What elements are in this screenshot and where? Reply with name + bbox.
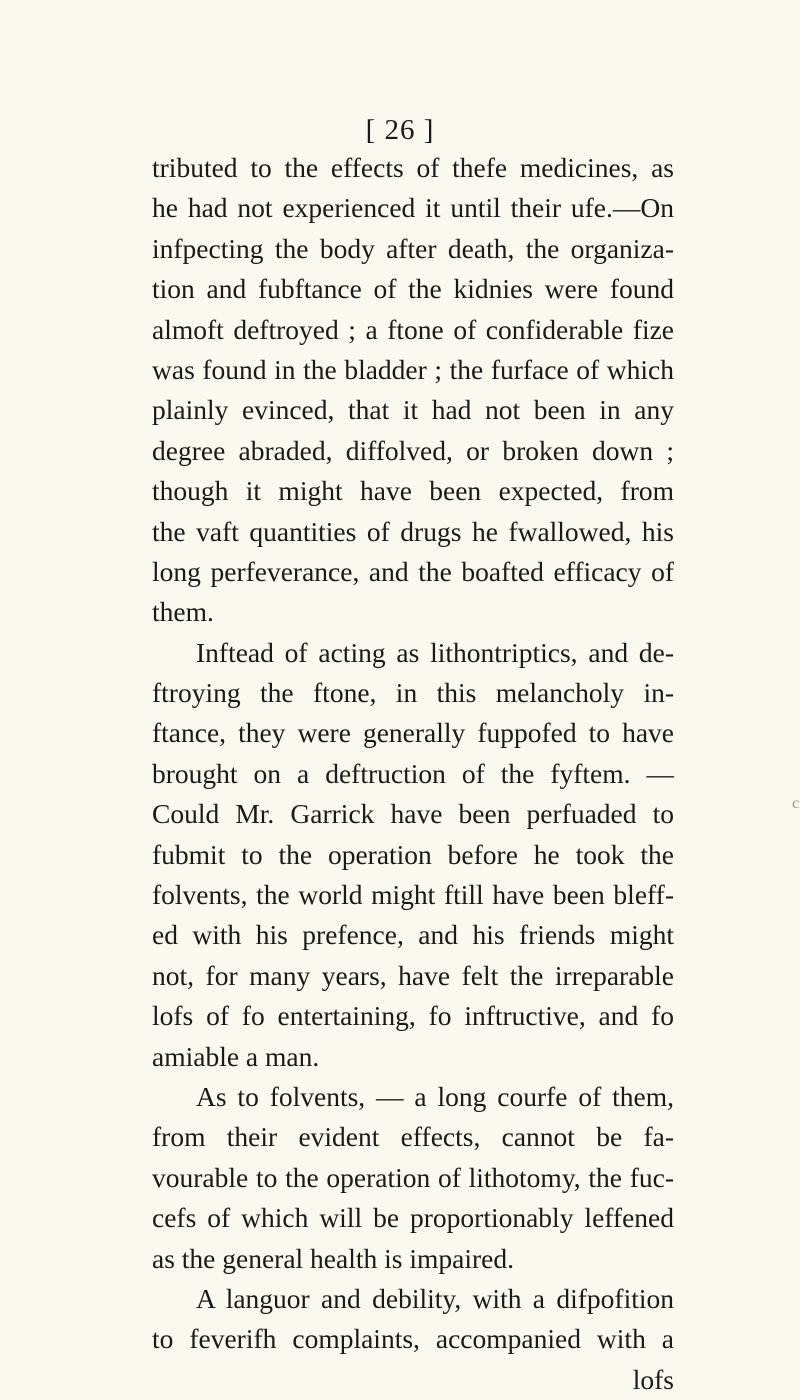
margin-mark: c <box>792 795 800 812</box>
text-line: though it might have been expected, from <box>152 475 674 507</box>
text-line: to feverifh complaints, accompanied with a <box>152 1323 674 1355</box>
text-line: Could Mr. Garrick have been perfuaded to <box>152 798 674 830</box>
text-line: infpecting the body after death, the organiza- <box>152 232 674 264</box>
text-line: almoft deftroyed ; a ftone of confiderable fize <box>152 313 674 345</box>
text-line: the vaft quantities of drugs he fwallowed, his <box>152 515 674 547</box>
body-text <box>152 148 674 1400</box>
text-line: from their evident effects, cannot be fa- <box>152 1121 674 1153</box>
text-line: ftroying the ftone, in this melancholy in- <box>152 677 674 709</box>
text-line: tion and fubftance of the kidnies were found <box>152 273 674 305</box>
text-line: was found in the bladder ; the furface of which <box>152 353 674 385</box>
text-line: ed with his prefence, and his friends might <box>152 919 674 951</box>
text-line: degree abraded, diffolved, or broken down ; <box>152 434 674 466</box>
page-number-header: [ 26 ] <box>365 114 435 146</box>
text-line: not, for many years, have felt the irreparable <box>152 959 674 991</box>
text-line: amiable a man. <box>152 1040 320 1072</box>
text-line: lofs of fo entertaining, fo inftructive, and fo <box>152 1000 674 1032</box>
text-line: as the general health is impaired. <box>152 1242 514 1274</box>
text-line: he had not experienced it until their ufe.—On <box>152 192 674 224</box>
text-line: A languor and debility, with a difpofition <box>196 1282 674 1314</box>
text-line: fubmit to the operation before he took the <box>152 838 674 870</box>
text-line: long perfeverance, and the boafted efficacy of <box>152 555 674 587</box>
text-line: folvents, the world might ftill have been bleff- <box>152 879 674 911</box>
text-line: lofs <box>632 1363 674 1395</box>
text-line: plainly evinced, that it had not been in any <box>152 394 674 426</box>
text-line: cefs of which will be proportionably leffened <box>152 1202 674 1234</box>
text-line: tributed to the effects of thefe medicines, as <box>152 152 674 183</box>
text-line: Inftead of acting as lithontriptics, and de- <box>196 636 674 668</box>
text-line: brought on a deftruction of the fyftem. — <box>152 757 674 789</box>
text-line: ftance, they were generally fuppofed to have <box>152 717 674 749</box>
text-line: vourable to the operation of lithotomy, the fuc- <box>152 1161 674 1193</box>
text-line: As to folvents, — a long courfe of them, <box>196 1080 674 1112</box>
text-line: them. <box>152 596 214 628</box>
